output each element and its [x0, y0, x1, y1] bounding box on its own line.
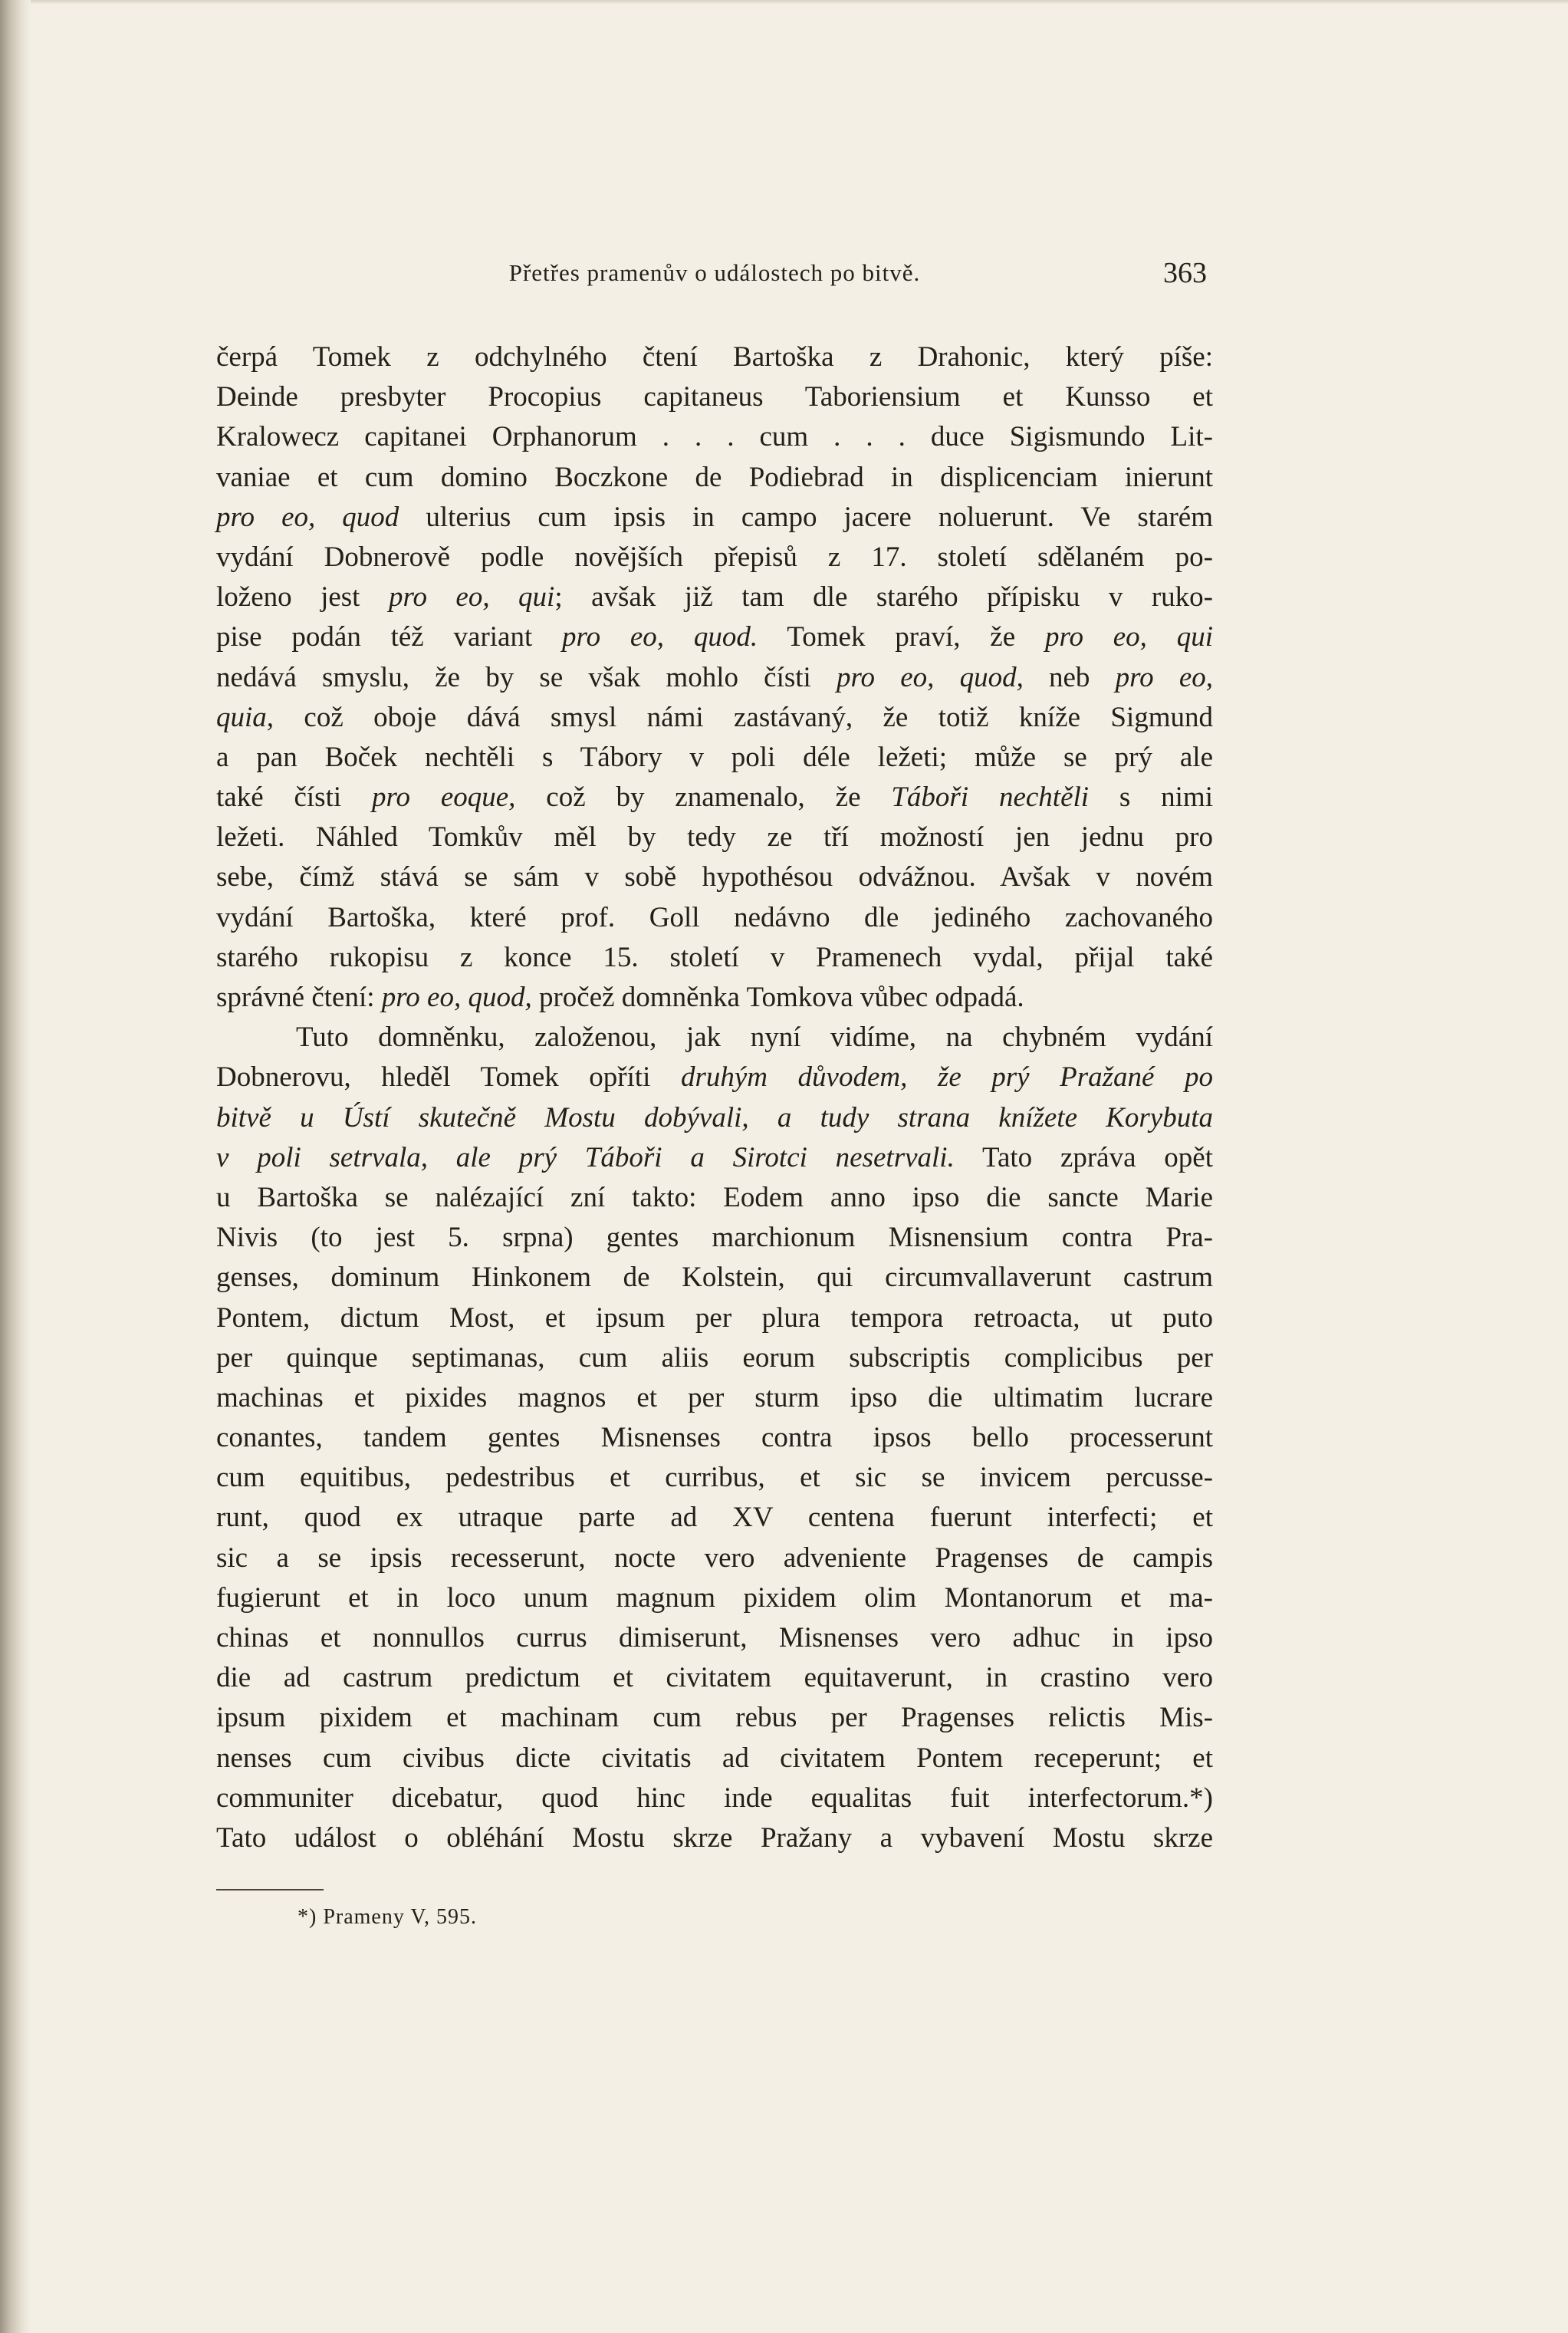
text-line: správné čtení: pro eo, quod, pročež domněnka Tomkova vůbec odpadá.: [216, 982, 1024, 1013]
page-top-edge: [31, 0, 1568, 5]
text-line: genses, dominum Hinkonem de Kolstein, qui circumvallaverunt castrum: [216, 1262, 1213, 1294]
text-line: sebe, čímž stává se sám v sobě hypothésou odvážnou. Avšak v novém: [216, 861, 1213, 893]
main-text: [216, 337, 1213, 1858]
text-line: Pontem, dictum Most, et ipsum per plura tempora retroacta, ut puto: [216, 1301, 1213, 1334]
text-line: nedává smyslu, že by se však mohlo čísti pro eo, quod, neb pro eo,: [216, 661, 1213, 693]
text-line: ipsum pixidem et machinam cum rebus per Pragenses relictis Mis-: [216, 1702, 1213, 1734]
text-line: a pan Boček nechtěli s Tábory v poli déle ležeti; může se prý ale: [216, 741, 1213, 773]
page-number: 363: [1163, 257, 1207, 289]
footnote: *) Prameny V, 595.: [297, 1905, 477, 1929]
text-line: vydání Dobnerově podle novějších přepisů z 17. století sdělaném po-: [216, 541, 1213, 573]
running-head: [216, 256, 1213, 295]
text-line: vydání Bartoška, které prof. Goll nedávno dle jediného zachovaného: [216, 901, 1213, 933]
text-line: Tato událost o obléhání Mostu skrze Pražany a vybavení Mostu skrze: [216, 1821, 1213, 1854]
text-line: v poli setrvala, ale prý Táboři a Sirotci nesetrvali. Tato zpráva opět: [216, 1141, 1214, 1173]
text-line: čerpá Tomek z odchylného čtení Bartoška z Drahonic, který píše:: [216, 341, 1213, 373]
text-line: u Bartoška se nalézající zní takto: Eodem anno ipso die sancte Marie: [216, 1181, 1213, 1213]
text-line: vaniae et cum domino Boczkone de Podiebrad in displicenciam inierunt: [216, 461, 1213, 493]
footnote-rule: [216, 1889, 324, 1890]
text-line: loženo jest pro eo, qui; avšak již tam dle starého přípisku v ruko-: [216, 581, 1213, 614]
text-line: machinas et pixides magnos et per sturm ipso die ultimatim lucrare: [216, 1381, 1213, 1413]
text-line: communiter dicebatur, quod hinc inde equalitas fuit interfectorum.*): [216, 1782, 1213, 1814]
text-line: Kralowecz capitanei Orphanorum . . . cum . . . duce Sigismundo Lit-: [216, 421, 1213, 453]
text-line: také čísti pro eoque, což by znamenalo, že Táboři nechtěli s nimi: [216, 782, 1213, 814]
running-title: Přetřes pramenův o událostech po bitvě.: [508, 259, 921, 286]
text-line: cum equitibus, pedestribus et curribus, et sic se invicem percusse-: [216, 1462, 1213, 1494]
text-line: Tuto domněnku, založenou, jak nyní vidíme, na chybném vydání: [296, 1022, 1213, 1054]
text-line: sic a se ipsis recesserunt, nocte vero adveniente Pragenses de campis: [216, 1542, 1213, 1574]
text-line: Nivis (to jest 5. srpna) gentes marchionum Misnensium contra Pra-: [216, 1222, 1213, 1254]
text-line: chinas et nonnullos currus dimiserunt, Misnenses vero adhuc in ipso: [216, 1622, 1213, 1654]
text-line: pise podán též variant pro eo, quod. Tomek praví, že pro eo, qui: [216, 621, 1214, 653]
text-line: fugierunt et in loco unum magnum pixidem olim Montanorum et ma-: [216, 1581, 1213, 1614]
text-line: ležeti. Náhled Tomkův měl by tedy ze tří možností jen jednu pro: [216, 821, 1213, 854]
text-line: Deinde presbyter Procopius capitaneus Taboriensium et Kunsso et: [216, 381, 1213, 413]
text-line: quia, což oboje dává smysl námi zastávaný, že totiž kníže Sigmund: [216, 701, 1213, 733]
text-line: nenses cum civibus dicte civitatis ad civitatem Pontem receperunt; et: [216, 1742, 1213, 1774]
text-line: conantes, tandem gentes Misnenses contra ipsos bello processerunt: [216, 1422, 1213, 1454]
text-line: pro eo, quod ulterius cum ipsis in campo jacere noluerunt. Ve starém: [216, 501, 1213, 533]
text-line: runt, quod ex utraque parte ad XV centena fuerunt interfecti; et: [216, 1502, 1213, 1534]
text-line: per quinque septimanas, cum aliis eorum subscriptis complicibus per: [216, 1341, 1213, 1374]
text-line: Dobnerovu, hleděl Tomek opříti druhým důvodem, že prý Pražané po: [216, 1061, 1213, 1094]
text-line: starého rukopisu z konce 15. století v Pramenech vydal, přijal také: [216, 941, 1213, 973]
text-line: bitvě u Ústí skutečně Mostu dobývali, a tudy strana knížete Korybuta: [216, 1101, 1213, 1134]
binding-shadow: [0, 0, 31, 2333]
text-line: die ad castrum predictum et civitatem equitaverunt, in crastino vero: [216, 1662, 1213, 1694]
